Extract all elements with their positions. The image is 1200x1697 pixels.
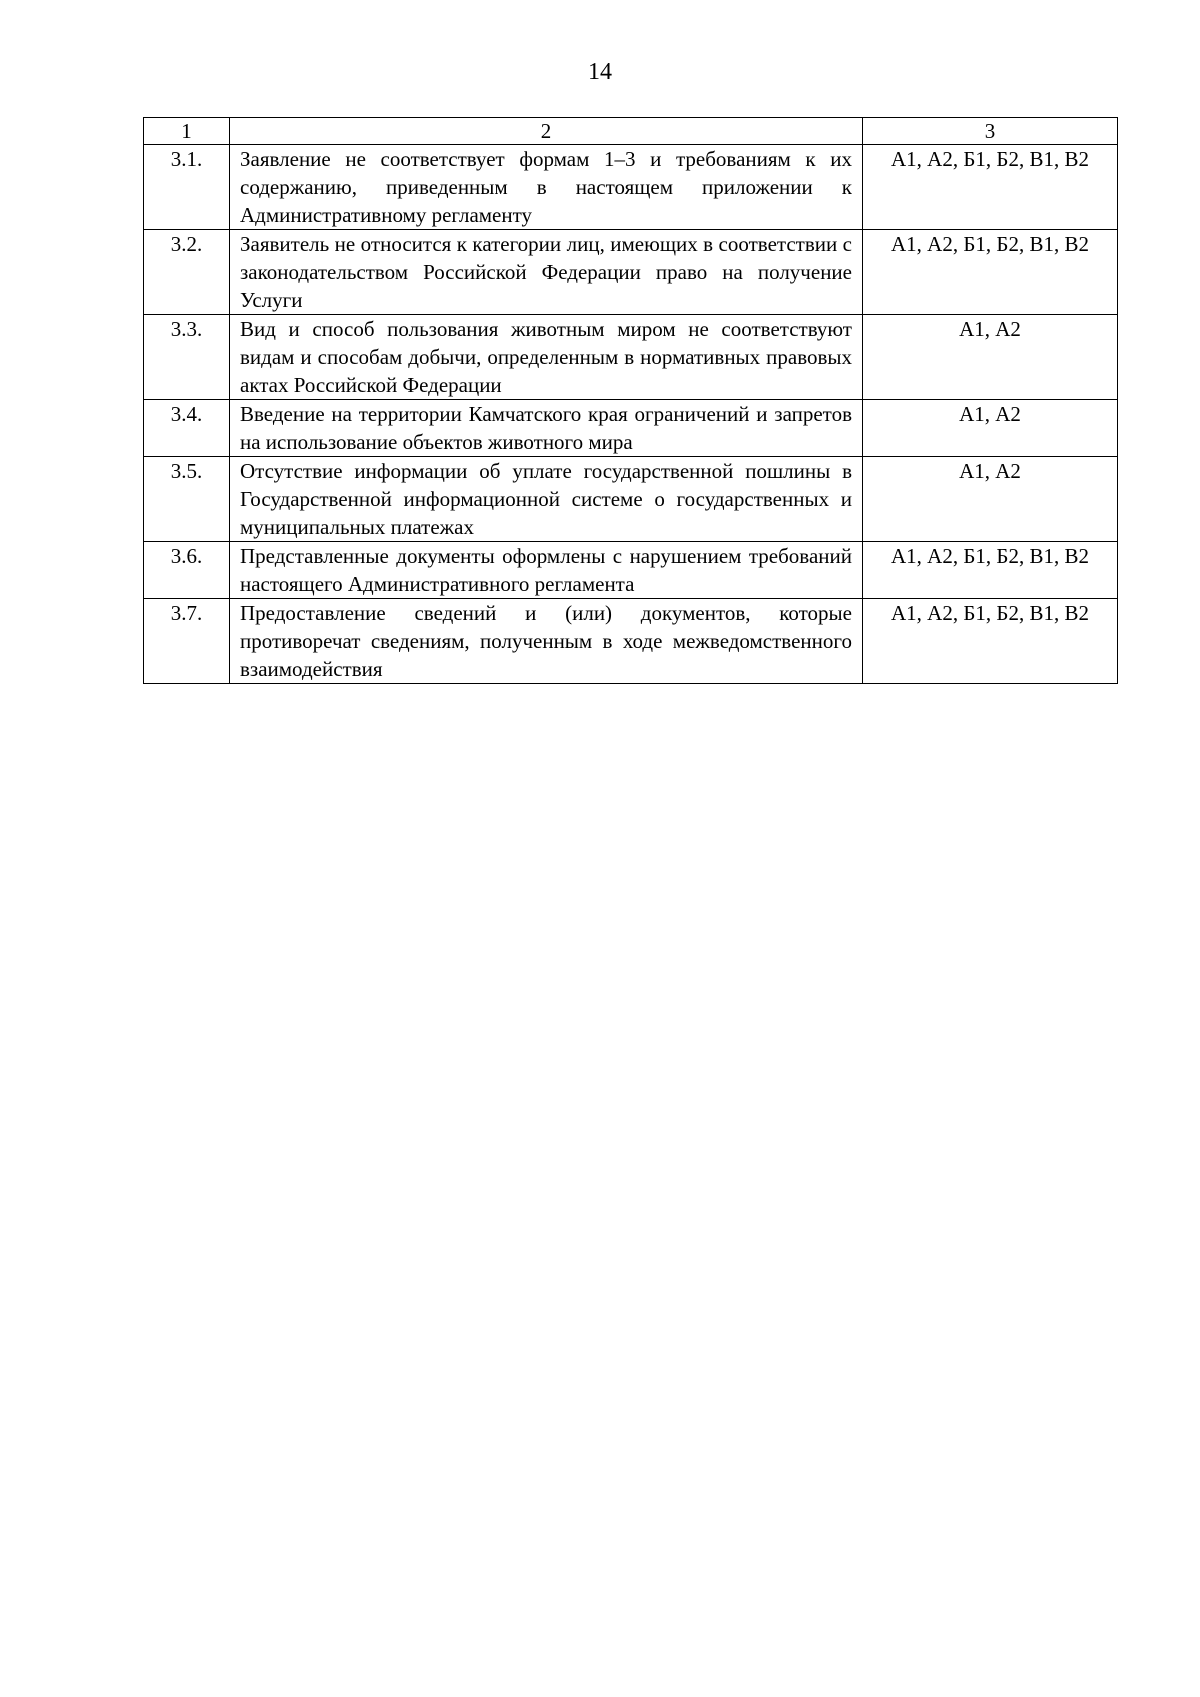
row-number: 3.7. [144, 599, 230, 684]
row-description: Предоставление сведений и (или) документов, которые противоречат сведениям, полученным в ходе межведомственного взаимодействия [230, 599, 863, 684]
table-row [144, 145, 1118, 230]
column-header-2: 2 [230, 118, 863, 145]
table-row [144, 542, 1118, 599]
row-number: 3.2. [144, 230, 230, 315]
row-codes: А1, А2 [863, 315, 1118, 400]
row-codes: А1, А2, Б1, Б2, В1, В2 [863, 542, 1118, 599]
row-description: Представленные документы оформлены с нарушением требований настоящего Административного регламента [230, 542, 863, 599]
row-number: 3.6. [144, 542, 230, 599]
row-number: 3.3. [144, 315, 230, 400]
row-codes: А1, А2, Б1, Б2, В1, В2 [863, 599, 1118, 684]
row-number: 3.4. [144, 400, 230, 457]
row-description: Отсутствие информации об уплате государственной пошлины в Государственной информационной системе о государственных и муниципальных платежах [230, 457, 863, 542]
page-number: 14 [588, 59, 612, 85]
table-row [144, 400, 1118, 457]
row-codes: А1, А2, Б1, Б2, В1, В2 [863, 230, 1118, 315]
row-codes: А1, А2, Б1, Б2, В1, В2 [863, 145, 1118, 230]
row-description: Введение на территории Камчатского края ограничений и запретов на использование объектов животного мира [230, 400, 863, 457]
table-row [144, 230, 1118, 315]
row-codes: А1, А2 [863, 457, 1118, 542]
document-table [143, 117, 1118, 684]
table-row [144, 315, 1118, 400]
table-row [144, 599, 1118, 684]
table-header-row [144, 118, 1118, 145]
row-number: 3.1. [144, 145, 230, 230]
column-header-1: 1 [144, 118, 230, 145]
row-description: Вид и способ пользования животным миром не соответствуют видам и способам добычи, определенным в нормативных правовых актах Российской Федерации [230, 315, 863, 400]
row-description: Заявитель не относится к категории лиц, имеющих в соответствии с законодательством Российской Федерации право на получение Услуги [230, 230, 863, 315]
table-row [144, 457, 1118, 542]
row-number: 3.5. [144, 457, 230, 542]
column-header-3: 3 [863, 118, 1118, 145]
row-description: Заявление не соответствует формам 1–3 и требованиям к их содержанию, приведенным в настоящем приложении к Административному регламенту [230, 145, 863, 230]
row-codes: А1, А2 [863, 400, 1118, 457]
